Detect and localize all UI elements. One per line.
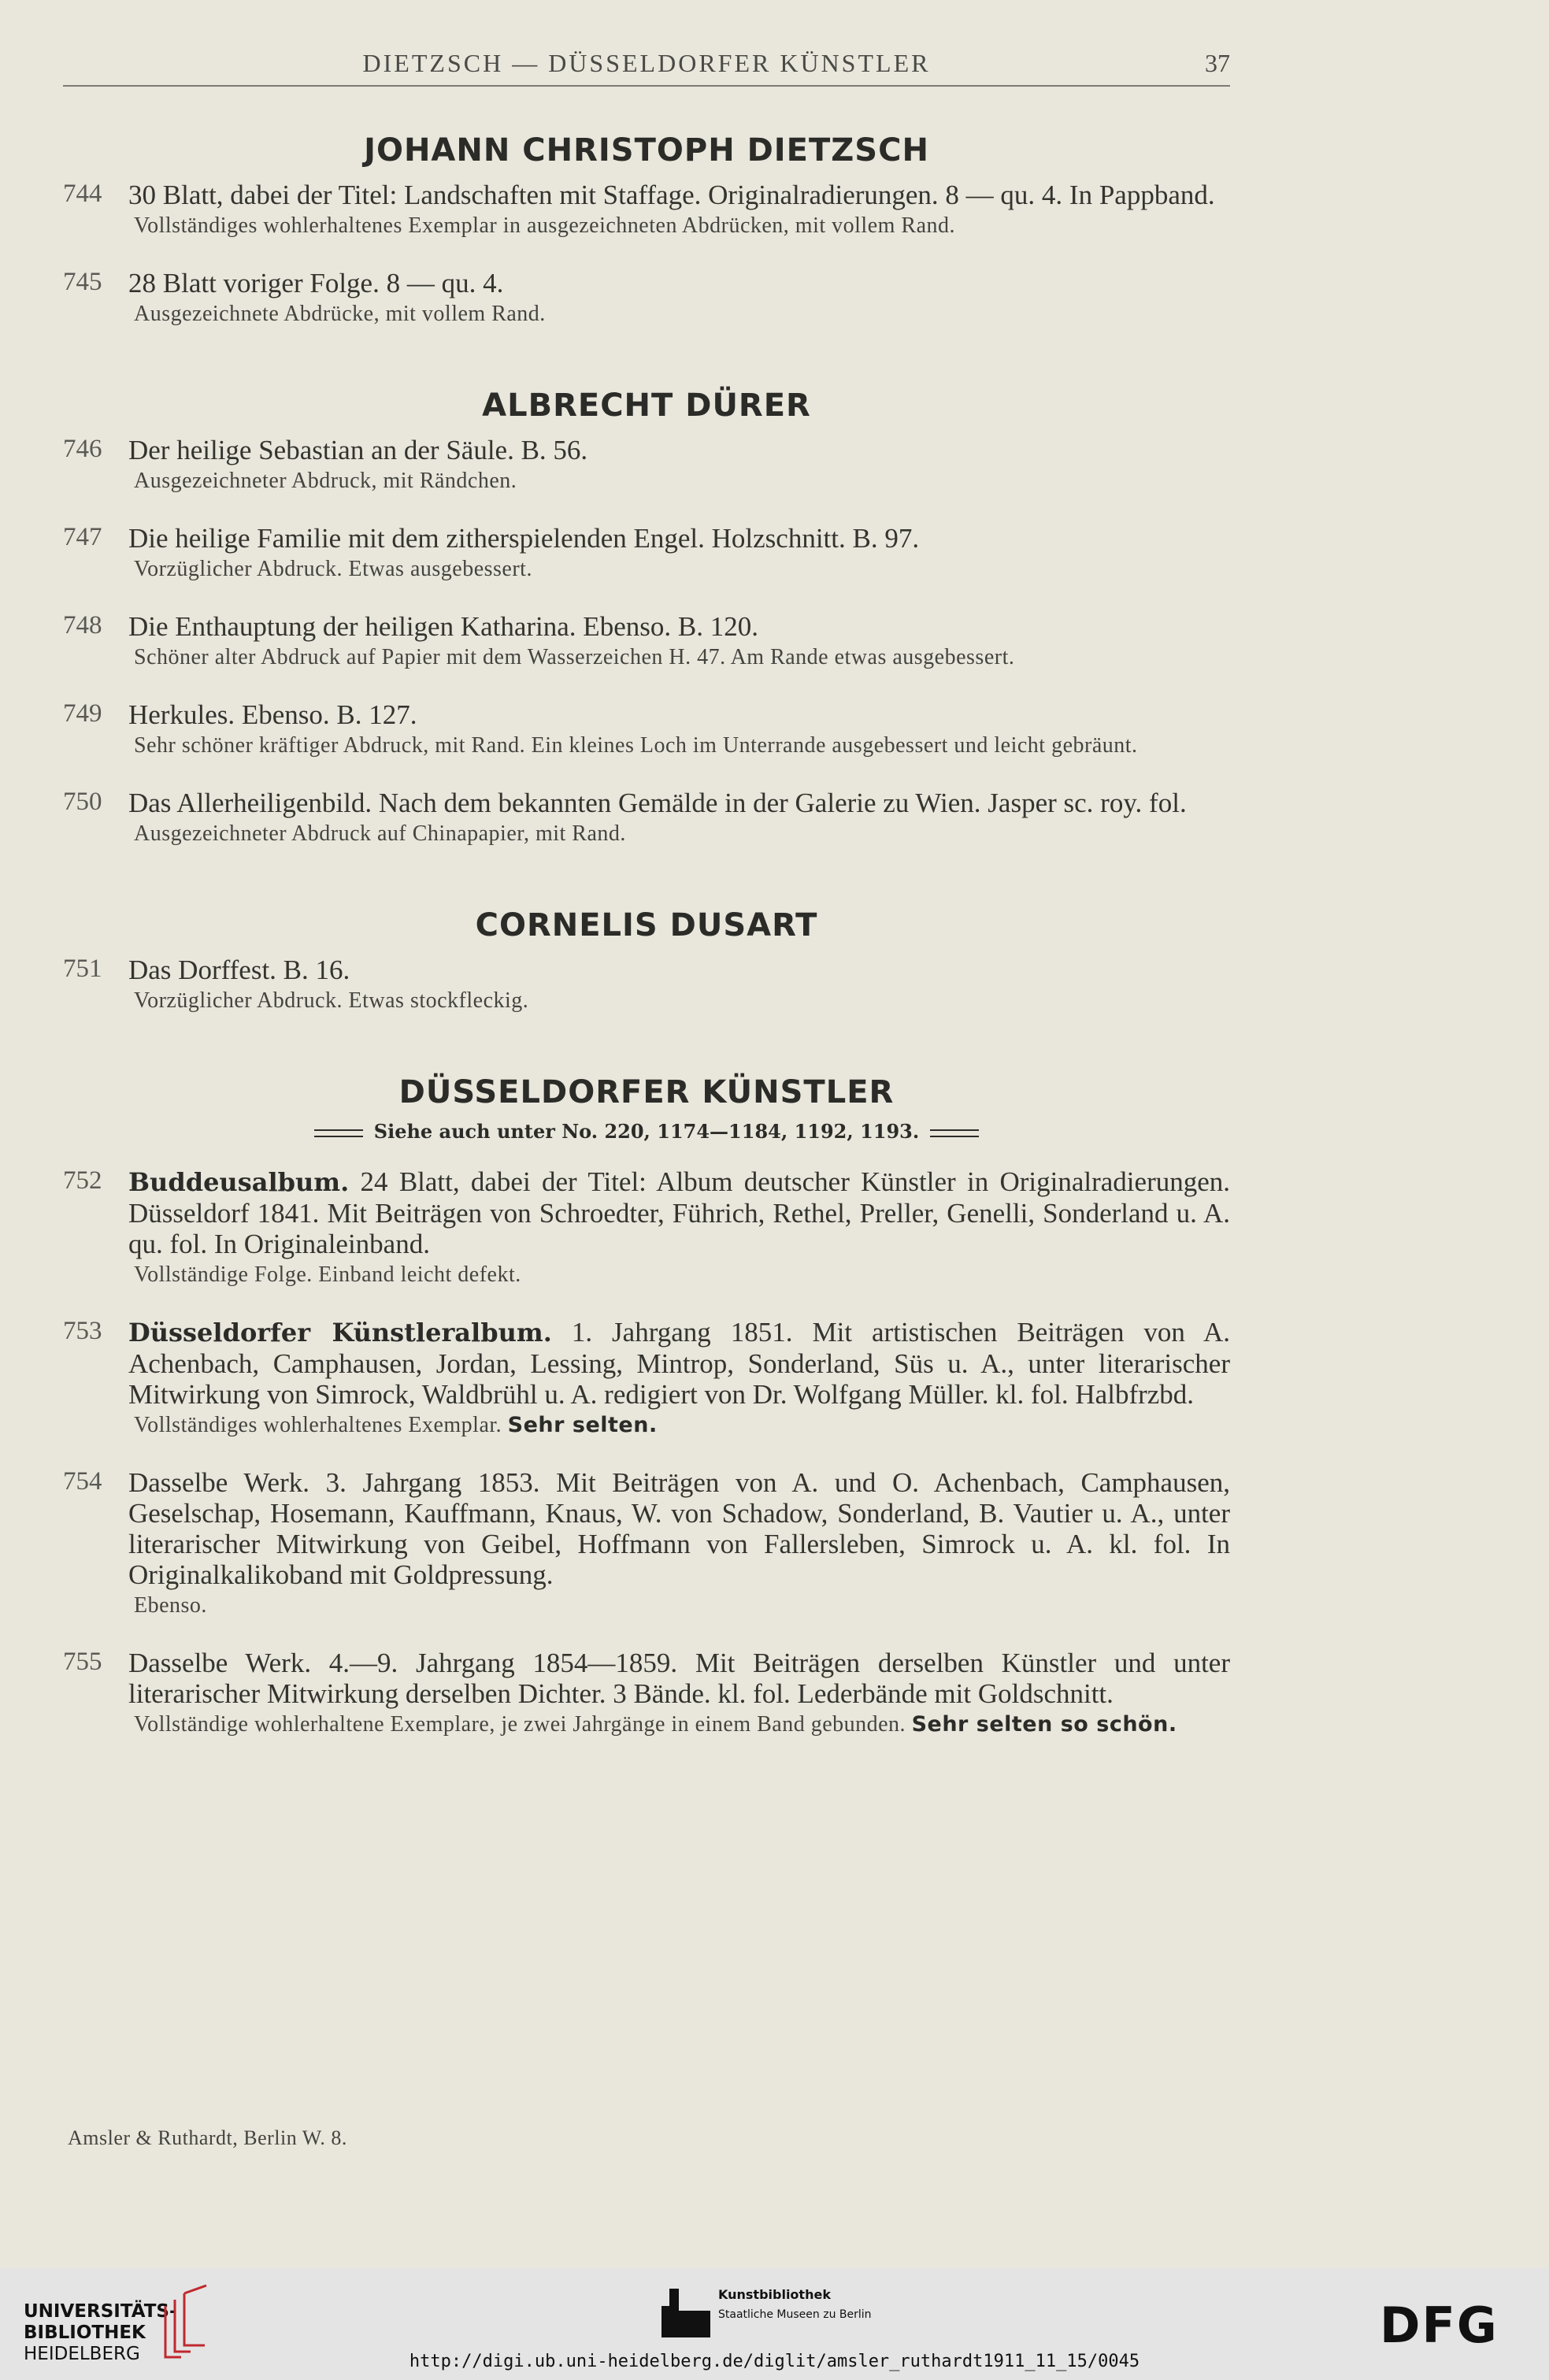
entry-title: Buddeusalbum. [128,1167,350,1197]
ub-emblem-icon [157,2282,214,2361]
entry-title: Düsseldorfer Künstleralbum. [128,1318,552,1348]
entry-description: Der heilige Sebastian an der Säule. B. 56. [128,435,588,465]
entry-number: 746 [63,435,102,463]
entry-description [128,1317,1230,1410]
entry-note-emphasis: Sehr selten. [507,1413,658,1437]
catalog-entry-753 [63,1317,1230,1440]
section-heading-dietzsch: JOHANN CHRISTOPH DIETZSCH [364,132,929,169]
section-heading-dusart: CORNELIS DUSART [475,907,818,943]
see-also-reference [63,1120,1230,1143]
entry-condition-note: Vorzüglicher Abdruck. Etwas stockfleckig. [134,988,529,1013]
entry-number: 753 [63,1317,102,1345]
entry-number: 755 [63,1648,102,1676]
entry-condition-note [128,1410,1230,1440]
entry-condition-note: Ausgezeichneter Abdruck auf Chinapapier, mit Rand. [134,821,626,846]
catalog-entry-747 [63,523,1230,584]
catalog-entry-748 [63,611,1230,673]
catalog-content [63,132,1230,1766]
section-heading-duesseldorfer-kuenstler: DÜSSELDORFER KÜNSTLER [398,1074,895,1110]
running-head [63,49,1230,87]
entry-description [128,1166,1230,1259]
printer-imprint: Amsler & Ruthardt, Berlin W. 8. [68,2126,347,2149]
catalog-entry-751 [63,955,1230,1016]
entry-description: Die Enthauptung der heiligen Katharina. Ebenso. B. 120. [128,611,758,642]
kunstbibliothek-label[interactable] [718,2287,872,2321]
entry-description: Dasselbe Werk. 4.—9. Jahrgang 1854—1859. Mit Beiträgen derselben Künstler und unter literarischer Mitwirkung derselben Dichter. 3 Bände. kl. fol. Lederbände mit Goldschnitt. [128,1648,1230,1709]
ub-logo-line2: BIBLIOTHEK [24,2323,146,2343]
page-number: 37 [1205,49,1230,77]
double-rule-right [930,1129,979,1137]
entry-description: 28 Blatt voriger Folge. 8 — qu. 4. [128,268,504,298]
entry-condition-note: Schöner alter Abdruck auf Papier mit dem Wasserzeichen H. 47. Am Rande etwas ausgebessert. [134,645,1015,669]
entry-number: 754 [63,1467,102,1496]
kb-line2: Staatliche Museen zu Berlin [718,2308,872,2321]
entry-number: 752 [63,1166,102,1195]
catalog-entry-744 [63,180,1230,241]
entry-condition-note: Sehr schöner kräftiger Abdruck, mit Rand. Ein kleines Loch im Unterrande ausgebessert und leicht gebräunt. [134,733,1138,758]
entry-description: 30 Blatt, dabei der Titel: Landschaften mit Staffage. Originalradierungen. 8 — qu. 4. In Pappband. [128,180,1215,210]
kunstbibliothek-logo-icon [661,2289,712,2337]
entry-condition-note: Ebenso. [134,1593,207,1618]
kb-line1: Kunstbibliothek [718,2287,831,2302]
permalink-url[interactable]: http://digi.ub.uni-heidelberg.de/diglit/amsler_ruthardt1911_11_15/0045 [409,2352,1140,2371]
entry-description: Herkules. Ebenso. B. 127. [128,699,417,730]
entry-number: 744 [63,180,102,208]
catalog-entry-749 [63,699,1230,761]
entry-description: Die heilige Familie mit dem zitherspielenden Engel. Holzschnitt. B. 97. [128,523,920,554]
entry-condition-note: Ausgezeichnete Abdrücke, mit vollem Rand. [134,302,546,326]
ub-logo-line1: UNIVERSITÄTS- [24,2301,177,2322]
entry-number: 745 [63,268,102,296]
entry-condition-note: Vollständiges wohlerhaltenes Exemplar in ausgezeichneten Abdrücken, mit vollem Rand. [134,213,955,238]
entry-body: 1. Jahrgang 1851. Mit artistischen Beiträgen von A. Achenbach, Camphausen, Jordan, Lessing, Mintrop, Sonderland, Süs u. A., unter literarischer Mitwirkung von Simrock, Waldbrühl u. A. redigiert von Dr. Wolfgang Müller. kl. fol. Halbfrzbd. [128,1317,1231,1410]
entry-note-text: Vollständige wohlerhaltene Exemplare, je zwei Jahrgänge in einem Band gebunden. [134,1712,906,1737]
catalog-entry-755 [63,1648,1230,1740]
catalog-entry-754 [63,1467,1230,1621]
section-heading-duerer: ALBRECHT DÜRER [482,387,811,424]
see-also-text: Siehe auch unter No. 220, 1174—1184, 1192, 1193. [373,1120,920,1143]
entry-note-emphasis: Sehr selten so schön. [911,1712,1177,1737]
entry-number: 748 [63,611,102,639]
catalog-entry-752 [63,1166,1230,1290]
catalog-entry-746 [63,435,1230,496]
digitization-footer [0,2268,1549,2380]
entry-description: Das Allerheiligenbild. Nach dem bekannten Gemälde in der Galerie zu Wien. Jasper sc. roy. fol. [128,788,1187,818]
entry-number: 749 [63,699,102,728]
entry-condition-note: Vollständige Folge. Einband leicht defekt. [134,1262,521,1287]
entry-description: Dasselbe Werk. 3. Jahrgang 1853. Mit Beiträgen von A. und O. Achenbach, Camphausen, Geselschap, Hosemann, Kauffmann, Knaus, W. von Schadow, Sonderland, B. Vautier u. A., unter literarischer Mitwirkung von Geibel, Hoffmann von Fallersleben, Simrock u. A. kl. fol. In Originalkalikoband mit Goldpressung. [128,1467,1230,1590]
entry-description: Das Dorffest. B. 16. [128,955,350,985]
entry-condition-note: Vorzüglicher Abdruck. Etwas ausgebessert. [134,557,532,581]
entry-number: 750 [63,788,102,816]
entry-note-text: Vollständiges wohlerhaltenes Exemplar. [134,1413,502,1437]
catalog-entry-750 [63,788,1230,849]
entry-number: 751 [63,955,102,983]
ub-logo-line3: HEIDELBERG [24,2344,140,2364]
entry-condition-note: Ausgezeichneter Abdruck, mit Rändchen. [134,469,517,493]
entry-number: 747 [63,523,102,551]
double-rule-left [314,1129,363,1137]
running-title: DIETZSCH — DÜSSELDORFER KÜNSTLER [362,49,931,77]
dfg-logo[interactable]: DFG [1380,2297,1499,2354]
catalog-entry-745 [63,268,1230,329]
entry-condition-note [128,1709,1230,1740]
entry-body: 24 Blatt, dabei der Titel: Album deutscher Künstler in Originalradierungen. Düsseldorf 1841. Mit Beiträgen von Schroedter, Führich, Rethel, Preller, Genelli, Sonderland u. A. qu. fol. In Originaleinband. [128,1166,1231,1259]
